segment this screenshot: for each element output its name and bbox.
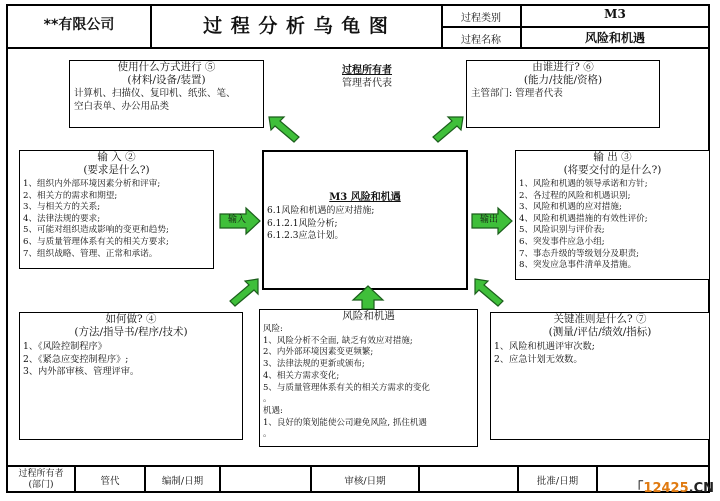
footer-compile-label: 编制/日期 <box>161 476 204 487</box>
risk-title: 风险和机遇 <box>342 310 395 322</box>
center-list <box>264 203 466 243</box>
page-title: 过 程 分 析 乌 龟 图 <box>203 15 389 37</box>
criteria-box <box>490 312 710 440</box>
list-item: 3、法律法规的更新或颁布; <box>263 359 365 370</box>
list-item: 。 <box>263 394 272 405</box>
footer-vline-3 <box>219 465 221 493</box>
footer-owner-value: 管代 <box>100 476 120 487</box>
how-subtitle: (方法/指导书/程序/技术) <box>74 326 188 338</box>
means-body-line-2: 空白表单、办公用品类 <box>74 101 170 112</box>
outputs-box <box>515 150 710 280</box>
criteria-arrow-icon <box>472 276 508 308</box>
list-item: 2、内外部环境因素变更频繁; <box>263 347 374 358</box>
watermark-number: 12425 <box>643 481 689 496</box>
list-item: 4、风险和机遇措施的有效性评价; <box>519 213 648 224</box>
list-item: 3、与相关方的关系; <box>23 202 101 213</box>
how-arrow-icon <box>225 276 261 308</box>
who-body: 主管部门: 管理者代表 <box>471 88 563 99</box>
list-item: 6、突发事件应急小组; <box>519 236 605 247</box>
watermark-suffix: .CN <box>688 481 714 496</box>
who-subtitle: (能力/技能/资格) <box>523 74 603 86</box>
footer-vline-7 <box>596 465 598 493</box>
risk-box <box>259 309 478 447</box>
list-item: 1、风险和机遇的领导承诺和方针; <box>519 179 648 189</box>
means-subtitle: (材料/设备/装置) <box>127 74 206 86</box>
footer-owner-label-line-1: 过程所有者 <box>18 469 64 479</box>
list-item: 6.1风险和机遇的应对措施; <box>267 206 375 216</box>
risk-arrow-icon <box>351 284 385 310</box>
list-item: 风险: <box>263 324 283 334</box>
header-hline-mid <box>441 26 710 28</box>
list-item: 。 <box>263 429 272 440</box>
input-arrow-label: 输入 <box>227 215 246 225</box>
who-box <box>466 60 660 128</box>
how-title: 如何做? ④ <box>105 313 157 325</box>
list-item: 1、组织内外部环境因素分析和评审; <box>23 179 161 189</box>
center-title: M3 风险和机遇 <box>329 192 401 203</box>
outputs-title: 输 出 ③ <box>593 151 632 163</box>
list-item: 7、事态升级的等级划分及职责; <box>519 248 640 259</box>
outputs-list <box>516 177 709 272</box>
list-item: 3、风险和机遇的应对措施; <box>519 202 622 213</box>
list-item: 1、风险分析不全面, 缺乏有效应对措施; <box>263 335 413 346</box>
footer-owner-label <box>8 467 74 493</box>
owner-body: 管理者代表 <box>342 78 392 89</box>
footer-review-label: 审核/日期 <box>344 476 386 487</box>
process-type-value: M3 <box>604 7 626 21</box>
process-type-label: 过程类别 <box>461 13 501 24</box>
list-item: 1、《风险控制程序》 <box>23 341 107 352</box>
footer-owner-label-line-2: (部门) <box>28 480 54 490</box>
inputs-list <box>20 177 213 260</box>
list-item: 4、法律法规的要求; <box>23 213 101 224</box>
list-item: 机遇: <box>263 405 283 416</box>
footer-approve-label: 批准/日期 <box>536 476 579 487</box>
list-item: 6、与质量管理体系有关的相关方要求; <box>23 236 169 247</box>
list-item: 7、组织战略、管理、正常和承诺。 <box>23 248 158 259</box>
company-name: **有限公司 <box>43 17 115 33</box>
list-item: 4、相关方需求变化; <box>263 370 340 381</box>
inputs-title: 输 入 ② <box>97 151 136 163</box>
center-box <box>262 150 468 290</box>
outputs-subtitle: (将要交付的是什么?) <box>563 164 662 176</box>
watermark-prefix: 「 <box>630 481 644 496</box>
list-item: 1、风险和机遇评审次数; <box>494 341 595 352</box>
who-arrow-icon <box>426 113 466 147</box>
list-item: 5、与质量管理体系有关的相关方需求的变化 <box>263 382 430 393</box>
criteria-list <box>491 339 709 366</box>
risk-list <box>260 323 477 441</box>
list-item: 2、应急计划无效数。 <box>494 353 583 365</box>
list-item: 5、可能对组织造成影响的变更和趋势; <box>23 225 169 236</box>
means-body-line-1: 计算机、扫描仪、复印机、纸张、笔、 <box>74 88 236 99</box>
list-item: 5、风险识别与评价表; <box>519 225 605 236</box>
inputs-box <box>19 150 214 269</box>
list-item: 2、《紧急应变控制程序》; <box>23 353 129 365</box>
how-list <box>20 339 242 379</box>
process-name-label: 过程名称 <box>461 35 501 46</box>
list-item: 2、各过程的风险和机遇识别; <box>519 190 631 201</box>
list-item: 6.1.2.1风险分析; <box>267 218 338 229</box>
means-arrow-icon <box>266 113 306 147</box>
inputs-subtitle: (要求是什么?) <box>83 164 150 176</box>
watermark-logo <box>630 477 714 496</box>
list-item: 8、突发应急事件清单及措施。 <box>519 260 637 271</box>
header-divider <box>6 47 710 49</box>
means-title: 使用什么方式进行 ⑤ <box>117 61 216 73</box>
list-item: 6.1.2.3应急计划。 <box>267 231 344 241</box>
owner-title: 过程所有者 <box>342 65 392 76</box>
output-arrow-label: 输出 <box>479 215 498 225</box>
list-item: 3、内外部审核、管理评审。 <box>23 366 140 377</box>
list-item: 1、良好的策划能使公司避免风险, 抓住机遇 <box>263 417 427 428</box>
footer-vline-5 <box>418 465 420 493</box>
list-item: 2、相关方的需求和期望; <box>23 190 118 201</box>
criteria-subtitle: (测量/评估/绩效/指标) <box>548 326 652 338</box>
how-box <box>19 312 243 440</box>
process-name-value: 风险和机遇 <box>584 31 645 45</box>
means-box <box>69 60 264 128</box>
criteria-title: 关键准则是什么? ⑦ <box>553 313 647 325</box>
who-title: 由谁进行? ⑥ <box>532 61 594 73</box>
